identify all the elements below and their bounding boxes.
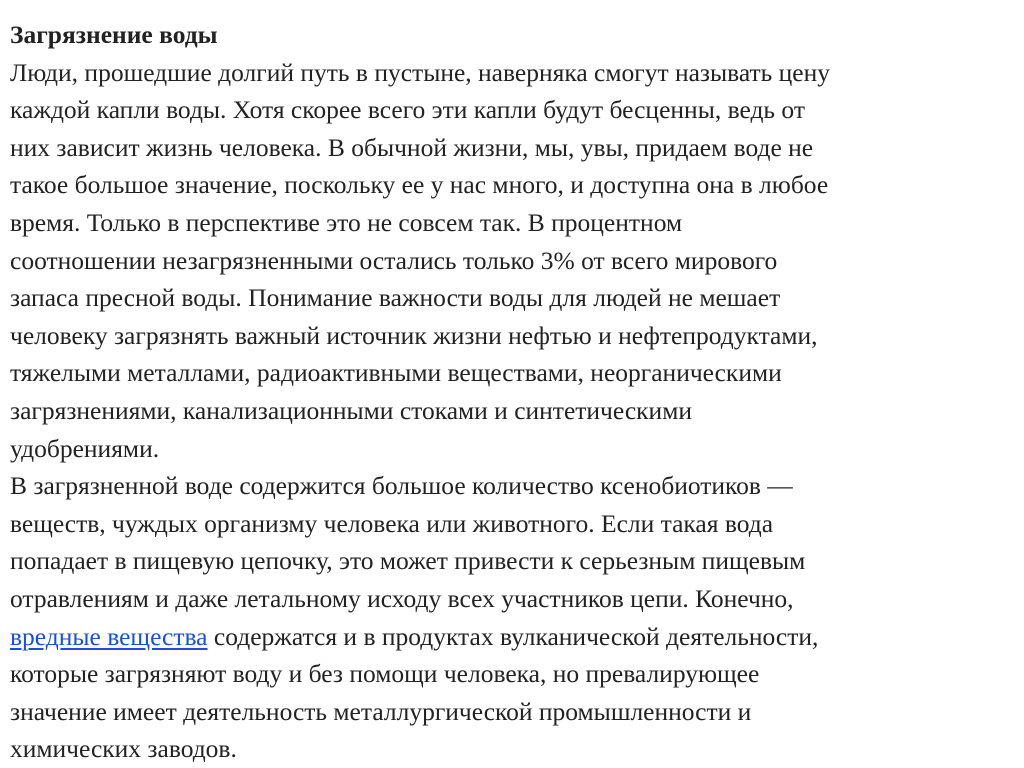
harmful-substances-link[interactable]: вредные вещества bbox=[10, 621, 208, 651]
text-line: соотношении незагрязненными остались только 3% от всего мирового bbox=[10, 245, 778, 275]
text-line: такое большое значение, поскольку ее у нас много, и доступна она в любое bbox=[10, 170, 829, 200]
text-line: тяжелыми металлами, радиоактивными веществами, неорганическими bbox=[10, 358, 782, 388]
text-line: отравлениям и даже летальному исходу всех участников цепи. Конечно, bbox=[10, 583, 794, 613]
text-line: каждой капли воды. Хотя скорее всего эти капли будут бесценны, ведь от bbox=[10, 95, 805, 125]
text-line: загрязнениями, канализационными стоками и синтетическими bbox=[10, 395, 692, 425]
document-page bbox=[10, 16, 1014, 768]
text-line-with-link bbox=[10, 618, 1014, 656]
text-line: Люди, прошедшие долгий путь в пустыне, наверняка смогут называть цену bbox=[10, 57, 831, 87]
paragraph-2 bbox=[10, 467, 1014, 768]
text-line: веществ, чуждых организму человека или животного. Если такая вода bbox=[10, 508, 774, 538]
page-title: Загрязнение воды bbox=[10, 20, 218, 49]
text-line: удобрениями. bbox=[10, 433, 160, 463]
text-line: химических заводов. bbox=[10, 734, 237, 764]
text-line: запаса пресной воды. Понимание важности воды для людей не мешает bbox=[10, 283, 781, 313]
text-line: попадает в пищевую цепочку, это может привести к серьезным пищевым bbox=[10, 546, 806, 576]
text-line-rest: содержатся и в продуктах вулканической деятельности, bbox=[207, 621, 819, 651]
text-line: время. Только в перспективе это не совсем так. В процентном bbox=[10, 207, 683, 237]
text-line: В загрязненной воде содержится большое количество ксенобиотиков — bbox=[10, 471, 793, 501]
text-line: значение имеет деятельность металлургической промышленности и bbox=[10, 696, 752, 726]
text-line: них зависит жизнь человека. В обычной жизни, мы, увы, придаем воде не bbox=[10, 132, 814, 162]
text-line: человеку загрязнять важный источник жизни нефтью и нефтепродуктами, bbox=[10, 320, 818, 350]
text-line: которые загрязняют воду и без помощи человека, но превалирующее bbox=[10, 659, 760, 689]
paragraph-1 bbox=[10, 54, 1014, 468]
